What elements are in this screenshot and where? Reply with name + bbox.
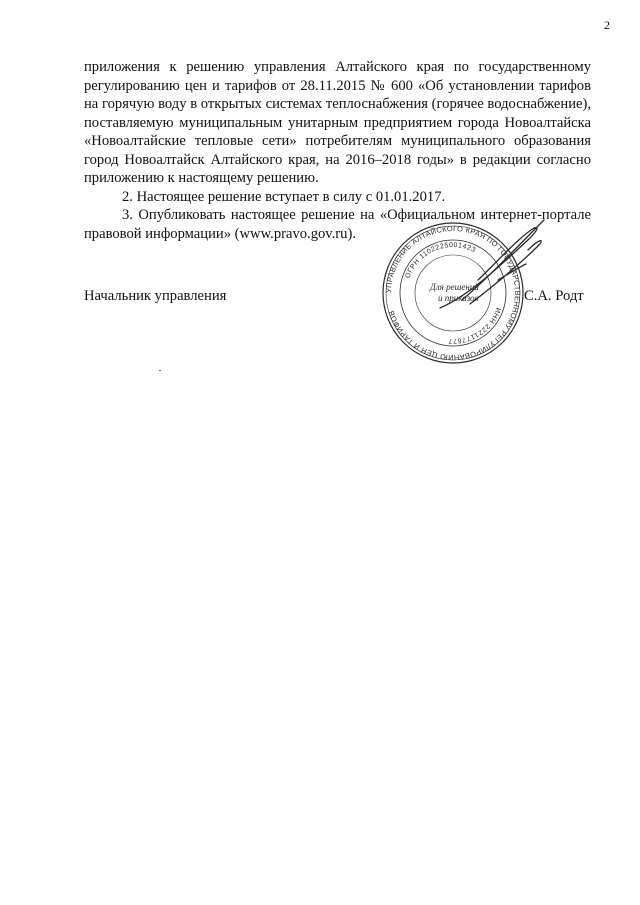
paragraph-3: 3. Опубликовать настоящее решение на «Официальном интернет-портале правовой информации» (www.pravo.gov.ru). <box>84 207 591 242</box>
scan-dot <box>159 370 161 371</box>
official-seal-stamp <box>358 208 548 378</box>
seal-outer-text: УПРАВЛЕНИЕ АЛТАЙСКОГО КРАЯ ПО ГОСУДАРСТВЕННОМУ РЕГУЛИРОВАНИЮ ЦЕН И ТАРИФОВ <box>383 223 523 363</box>
page-number: 2 <box>604 18 610 32</box>
seal-ogrn-text: ОГРН 1102225001423 <box>404 241 477 280</box>
signature-name: С.А. Родт <box>524 288 584 304</box>
signature-title: Начальник управления <box>84 288 227 304</box>
svg-text:ОГРН 1102225001423 <box>405 242 477 280</box>
paragraph-1: приложения к решению управления Алтайского края по государственному регулированию цен и тарифов от 28.11.2015 № 600 «Об установлении тарифов на горячую воду в открытых системах теплоснабжения (горячее водоснабжение), поставляемую муниципальным унитарным предприятием города Новоалтайска «Новоалтайские тепловые сети» потребителям муниципального образования город Новоалтайск Алтайского края, на 2016–2018 годы» в редакции согласно приложению к настоящему решению. <box>84 59 591 186</box>
seal-inn-text: ИНН 2221177677 <box>447 306 502 345</box>
seal-center-text: Для решений и приказов <box>430 282 479 303</box>
paragraph-2: 2. Настоящее решение вступает в силу с 01.01.2017. <box>122 188 446 205</box>
